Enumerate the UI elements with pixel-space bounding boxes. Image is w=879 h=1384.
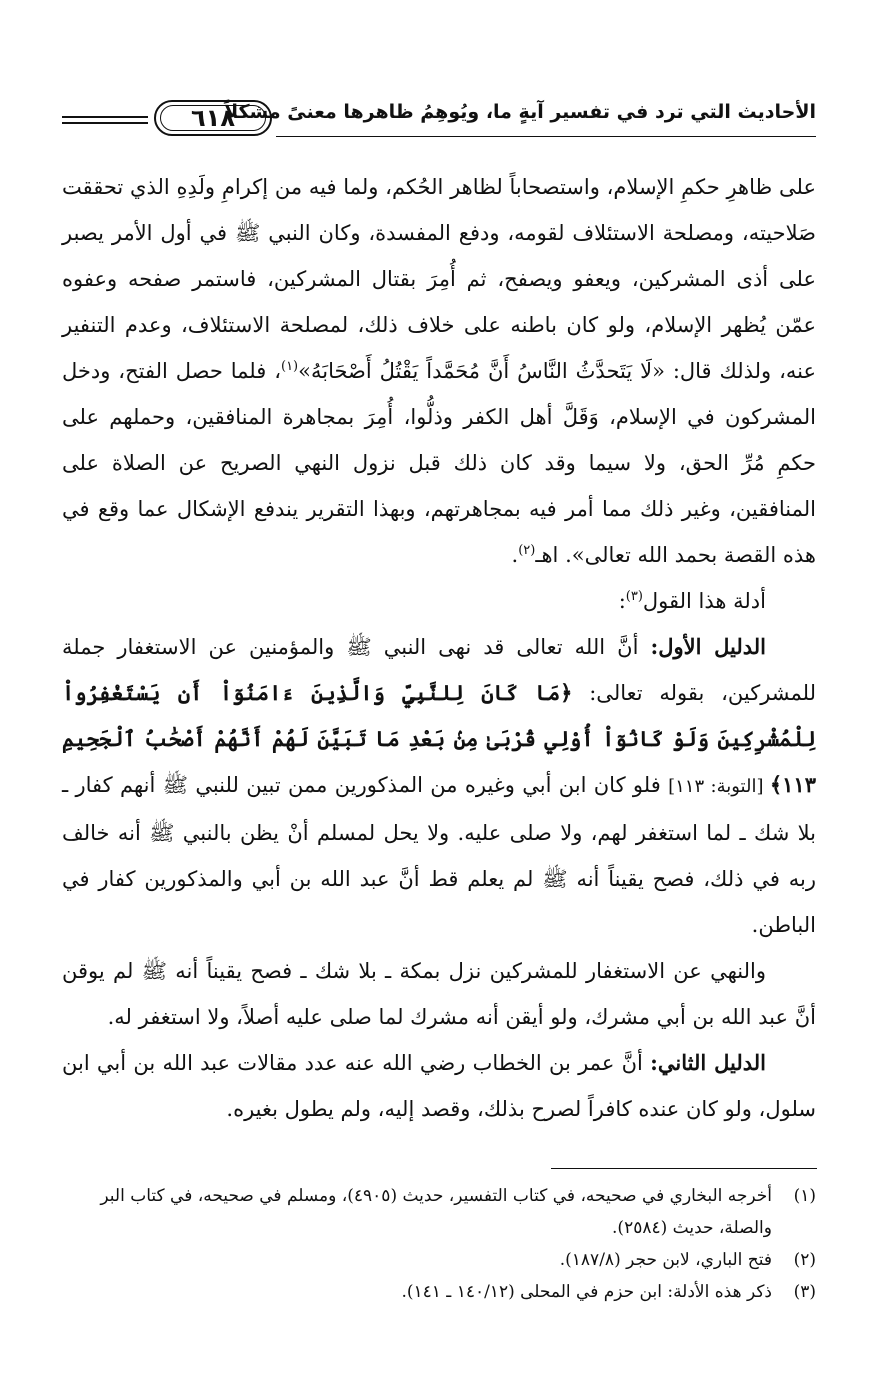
footnote-text: ذكر هذه الأدلة: ابن حزم في المحلى (١٤٠/١٢ ـ ١٤١).: [401, 1282, 772, 1302]
main-text: [62, 164, 816, 1132]
footnote-ref-1[interactable]: (١): [280, 359, 299, 374]
first-evidence-text: أنَّ الله تعالى قد نهى النبي ﷺ والمؤمنين عن الاستغفار جملة للمشركين، بقوله تعالى:: [62, 635, 817, 705]
second-evidence-text: أنَّ عمر بن الخطاب رضي الله عنه عدد مقالات عبد الله بن أبي ابن سلول، ولو كان عنده كافراً لصرح بذلك، وقصد إليه، ولم يطول بغيره.: [62, 1051, 816, 1121]
footnotes: [62, 1180, 816, 1308]
paragraph-prohibition: [62, 948, 816, 1040]
footnote-3: [62, 1276, 816, 1308]
paragraph-quote-continuation: [62, 164, 816, 578]
footnote-ref-2[interactable]: (٢): [518, 543, 536, 558]
page-number: ٦١٨: [191, 104, 235, 132]
footnote-number: (٣): [793, 1282, 816, 1302]
paragraph-1-part-b: ، فلما حصل الفتح، ودخل المشركون في الإسلام، وَقَلَّ أهل الكفر وذلُّوا، أُمِرَ بمجاهرة المنافقين، وحملهم على حكمِ مُرِّ الحق، ولا سيما وقد كان ذلك قبل نزول النهي الصريح عن الصلاة على المنافقين، وغير ذلك مما أمر فيه بمجاهرتهم، وبهذا التقرير يندفع الإشكال عما وقع في هذه القصة بحمد الله تعالى». اهـ: [62, 359, 816, 567]
first-evidence-label: الدليل الأول:: [650, 634, 767, 659]
footnote-separator: [551, 1168, 817, 1169]
paragraph-second-evidence: [62, 1040, 816, 1132]
page-header: [62, 92, 816, 142]
header-left-rule-top: [62, 116, 148, 118]
second-evidence-label: الدليل الثاني:: [650, 1050, 766, 1075]
footnote-ref-3[interactable]: (٣): [625, 589, 643, 604]
first-evidence-rest: فلو كان ابن أبي وغيره من المذكورين ممن تبين للنبي ﷺ أنهم كفار ـ بلا شك ـ لما استغفر لهم، ولا صلى عليه. ولا يحل لمسلم أنْ يظن بالنبي ﷺ أنه خالف ربه في ذلك، فصح يقيناً أنه ﷺ لم يعلم قط أنَّ عبد الله بن أبي والمذكورين كفار في الباطن.: [62, 773, 816, 937]
header-left-rule-bottom: [62, 122, 148, 124]
evidence-heading-text: أدلة هذا القول: [642, 589, 766, 613]
prohibition-text: والنهي عن الاستغفار للمشركين نزل بمكة ـ بلا شك ـ فصح يقيناً أنه ﷺ لم يوقن أنَّ عبد الله بن أبي مشرك، ولو أيقن أنه مشرك لما صلى عليه أصلاً، ولا استغفر له.: [62, 959, 816, 1029]
evidence-heading: [62, 578, 816, 624]
verse-citation: [التوبة: ١١٣]: [668, 776, 770, 797]
footnote-1: [62, 1180, 816, 1244]
footnote-number: (١): [793, 1186, 816, 1206]
running-title: الأحاديث التي ترد في تفسير آيةٍ ما، ويُوهِمُ ظاهرها معنىً مشكلاً: [224, 101, 816, 123]
paragraph-1-end: .: [511, 543, 519, 567]
header-underline: [276, 136, 816, 137]
footnote-text: أخرجه البخاري في صحيحه، في كتاب التفسير، حديث (٤٩٠٥)، ومسلم في صحيحه، في كتاب البر والصلة، حديث (٢٥٨٤).: [100, 1186, 772, 1238]
paragraph-first-evidence: [62, 624, 816, 948]
footnote-text: فتح الباري، لابن حجر (١٨٧/٨).: [559, 1250, 772, 1270]
quran-verse: ﴿مَا كَانَ لِلنَّبِيِّ وَالَّذِينَ ءَامَنُوٓاْ أَن يَسْتَغْفِرُواْ لِلْمُشْرِكِينَ وَلَوْ كَانُوٓاْ أُوْلِي قُرْبَىٰ مِنۢ بَعْدِ مَا تَبَيَّنَ لَهُمْ أَنَّهُمْ أَصْحَٰبُ ٱلْجَحِيمِ ١١٣﴾: [62, 680, 816, 797]
footnote-2: [62, 1244, 816, 1276]
footnote-number: (٢): [793, 1250, 816, 1270]
paragraph-1-part-a: على ظاهرِ حكمِ الإسلام، واستصحاباً لظاهر الحُكم، ولما فيه من إكرامِ ولَدِهِ الذي تحققت صَلاحيته، ومصلحة الاستئلاف لقومه، ودفع المفسدة، وكان النبي ﷺ في أول الأمر يصبر على أذى المشركين، ويعفو ويصفح، ثم أُمِرَ بقتال المشركين، فاستمر صفحه وعفوه عمّن يُظهر الإسلام، ولو كان باطنه على خلاف ذلك، لمصلحة الاستئلاف، وعدم التنفير عنه، ولذلك قال: «لَا يَتَحدَّثُ النَّاسُ أَنَّ مُحَمَّداً يَقْتُلُ أَصْحَابَهُ»: [62, 175, 816, 383]
evidence-heading-colon: :: [618, 589, 626, 613]
